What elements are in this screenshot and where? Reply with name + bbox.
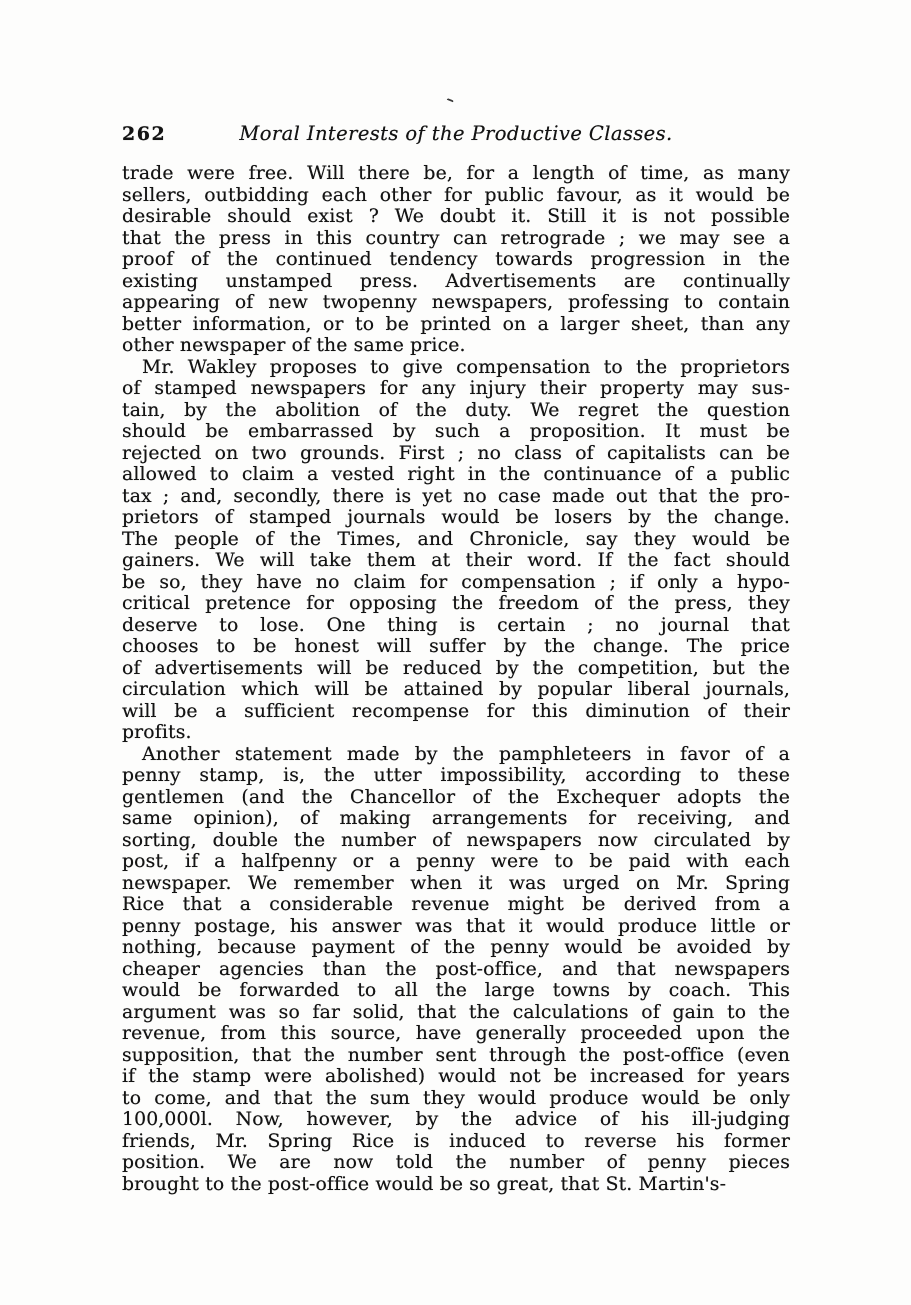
text-line: if the stamp were abolished) would not be increased for years bbox=[122, 1066, 790, 1087]
text-line: be so, they have no claim for compensation ; if only a hypo- bbox=[122, 571, 790, 593]
text-line: argument was so far solid, that the calculations of gain to the bbox=[122, 1001, 790, 1023]
text-line: Rice that a considerable revenue might be derived from a bbox=[122, 894, 790, 915]
text-line: rejected on two grounds. First ; no class of capitalists can be bbox=[122, 442, 790, 464]
text-line: tain, by the abolition of the duty. We regret the question bbox=[122, 399, 790, 421]
text-line: existing unstamped press. Advertisements are continually bbox=[122, 270, 790, 292]
text-line: same opinion), of making arrangements for receiving, and bbox=[122, 808, 790, 829]
text-line: sorting, double the number of newspapers now circulated by bbox=[122, 829, 790, 851]
text-line: The people of the Times, and Chronicle, say they would be bbox=[122, 528, 790, 550]
text-line: supposition, that the number sent through the post-office (even bbox=[122, 1044, 790, 1066]
running-header bbox=[122, 122, 790, 146]
running-title: Moral Interests of the Productive Classes. bbox=[239, 122, 673, 145]
text-line: post, if a halfpenny or a penny were to be paid with each bbox=[122, 851, 790, 872]
text-line: desirable should exist ? We doubt it. Still it is not possible bbox=[122, 206, 790, 227]
text-line: trade were free. Will there be, for a length of time, as many bbox=[122, 163, 790, 184]
text-line: 100,000l. Now, however, by the advice of his ill-judging bbox=[122, 1109, 790, 1130]
text-line: gainers. We will take them at their word. If the fact should bbox=[122, 550, 790, 571]
text-line: gentlemen (and the Chancellor of the Exchequer adopts the bbox=[122, 786, 790, 808]
text-line: better information, or to be printed on a larger sheet, than any bbox=[122, 313, 790, 335]
text-line: proof of the continued tendency towards progression in the bbox=[122, 249, 790, 270]
text-line: of stamped newspapers for any injury their property may sus- bbox=[122, 378, 790, 399]
text-line: sellers, outbidding each other for public favour, as it would be bbox=[122, 184, 790, 206]
text-line: critical pretence for opposing the freedom of the press, they bbox=[122, 593, 790, 614]
text-line: allowed to claim a vested right in the continuance of a public bbox=[122, 464, 790, 485]
text-block bbox=[122, 163, 790, 1195]
text-line: tax ; and, secondly, there is yet no case made out that the pro- bbox=[122, 485, 790, 507]
text-line: Another statement made by the pamphleteers in favor of a bbox=[142, 743, 790, 765]
text-line: appearing of new twopenny newspapers, professing to contain bbox=[122, 292, 790, 313]
text-line: penny stamp, is, the utter impossibility, according to these bbox=[122, 765, 790, 786]
text-line: will be a sufficient recompense for this diminution of their bbox=[122, 700, 790, 722]
text-line: penny postage, his answer was that it would produce little or bbox=[122, 915, 790, 937]
text-line: prietors of stamped journals would be losers by the change. bbox=[122, 507, 790, 528]
text-line: chooses to be honest will suffer by the change. The price bbox=[122, 636, 790, 657]
text-line: cheaper agencies than the post-office, and that newspapers bbox=[122, 958, 790, 980]
text-line: friends, Mr. Spring Rice is induced to reverse his former bbox=[122, 1130, 790, 1152]
page-number: 262 bbox=[122, 123, 167, 145]
text-line: of advertisements will be reduced by the competition, but the bbox=[122, 657, 790, 679]
text-line: nothing, because payment of the penny would be avoided by bbox=[122, 937, 790, 958]
text-line: to come, and that the sum they would produce would be only bbox=[122, 1087, 790, 1109]
scan-ink-mark bbox=[445, 98, 454, 106]
text-line: should be embarrassed by such a proposition. It must be bbox=[122, 421, 790, 442]
text-line: newspaper. We remember when it was urged on Mr. Spring bbox=[122, 872, 790, 894]
text-line: deserve to lose. One thing is certain ; no journal that bbox=[122, 614, 790, 636]
text-line: that the press in this country can retrograde ; we may see a bbox=[122, 227, 790, 249]
text-line: Mr. Wakley proposes to give compensation to the proprietors bbox=[142, 356, 790, 378]
text-line: other newspaper of the same price. bbox=[122, 335, 466, 356]
text-line: brought to the post-office would be so great, that St. Martin's- bbox=[122, 1173, 727, 1195]
text-line: profits. bbox=[122, 722, 192, 743]
text-line: revenue, from this source, have generally proceeded upon the bbox=[122, 1023, 790, 1044]
text-line: circulation which will be attained by popular liberal journals, bbox=[122, 679, 790, 700]
text-line: position. We are now told the number of penny pieces bbox=[122, 1152, 790, 1173]
text-line: would be forwarded to all the large towns by coach. This bbox=[122, 980, 790, 1001]
